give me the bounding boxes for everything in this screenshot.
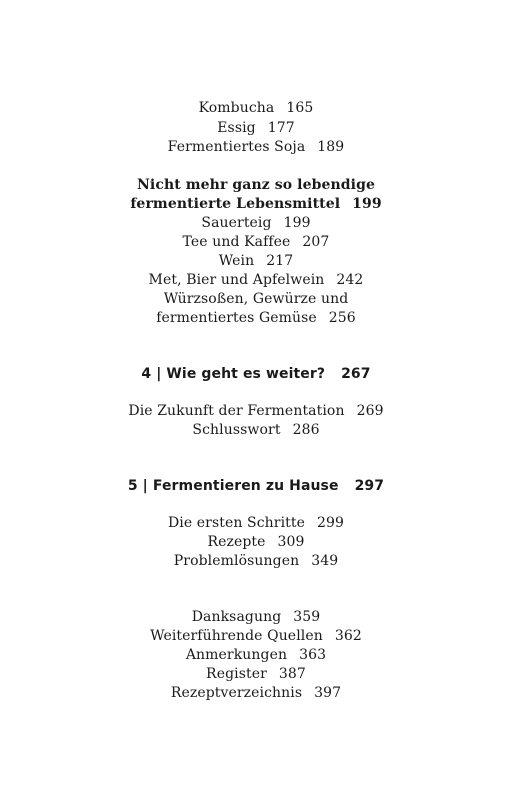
toc-entry [0,514,512,532]
toc-entry-page: 387 [278,666,306,682]
chapter-page: 267 [341,366,371,382]
toc-entry [0,214,512,232]
toc-entry-title: Register [206,666,267,682]
toc-entry [0,233,512,251]
toc-entry-page: 165 [286,100,314,116]
toc-entry [0,138,512,156]
toc-subsection-title-line2: fermentierte Lebensmittel 199 [130,196,382,212]
toc-entry-page: 269 [356,403,384,419]
toc-entry-title: Fermentiertes Soja [167,139,306,155]
toc-entry-title: Die Zukunft der Fermentation [128,403,345,419]
toc-entry-title: Danksagung [191,609,282,625]
toc-entry [0,627,512,645]
toc-subsection-page: 199 [352,196,382,212]
chapter-title: 5 | Fermentieren zu Hause [127,478,339,494]
toc-entry-page: 256 [328,310,356,326]
toc-entry [0,271,512,289]
chapter-title: 4 | Wie geht es weiter? [141,366,326,382]
toc-entry-title: Sauerteig [201,215,272,231]
toc-entry-title: Anmerkungen [185,647,288,663]
toc-entry-page: 309 [277,534,305,550]
toc-entry [0,252,512,270]
toc-entry [0,684,512,702]
toc-entry [0,646,512,664]
toc-entry-page: 189 [317,139,345,155]
toc-entry [0,533,512,551]
toc-entry-wrap-line1: Würzsoßen, Gewürze und [163,291,349,307]
toc-entry [0,665,512,683]
toc-entry-page: 363 [299,647,327,663]
toc-entry-title: Schlusswort [192,422,281,438]
toc-entry [0,402,512,420]
toc-entry-page: 397 [314,685,342,701]
toc-subsection-title-line1: Nicht mehr ganz so lebendige [137,177,375,193]
toc-entry-page: 299 [317,515,345,531]
toc-entry-page: 217 [266,253,294,269]
toc-entry-title: Die ersten Schritte [167,515,305,531]
toc-entry-title: Wein [218,253,255,269]
toc-entry-wrap-line2: fermentiertes Gemüse 256 [156,310,356,326]
toc-entry-title: Met, Bier und Apfelwein [148,272,325,288]
toc-entry-page: 207 [302,234,330,250]
toc-entry-title: Essig [217,120,256,136]
toc-entry-title: Kombucha [198,100,275,116]
chapter-page: 297 [354,478,385,494]
toc-entry-title: Problemlösungen [173,553,300,569]
toc-chapter-heading [0,477,512,495]
toc-entry-page: 177 [267,120,295,136]
toc-entry-title: Rezepte [207,534,266,550]
toc-entry-page: 362 [334,628,362,644]
toc-entry-page: 199 [283,215,311,231]
toc-entry-page: 359 [293,609,321,625]
toc-entry-title: Rezeptverzeichnis [170,685,303,701]
toc-entry [0,608,512,626]
toc-entry-page: 349 [311,553,339,569]
toc-entry [0,99,512,117]
toc-entry [0,119,512,137]
toc-entry-title: Weiterführende Quellen [150,628,323,644]
toc-entry-page: 286 [292,422,320,438]
toc-entry [0,552,512,570]
toc-entry-page: 242 [336,272,364,288]
toc-chapter-heading [0,365,512,383]
toc-entry-title: Tee und Kaffee [182,234,291,250]
toc-entry [0,421,512,439]
